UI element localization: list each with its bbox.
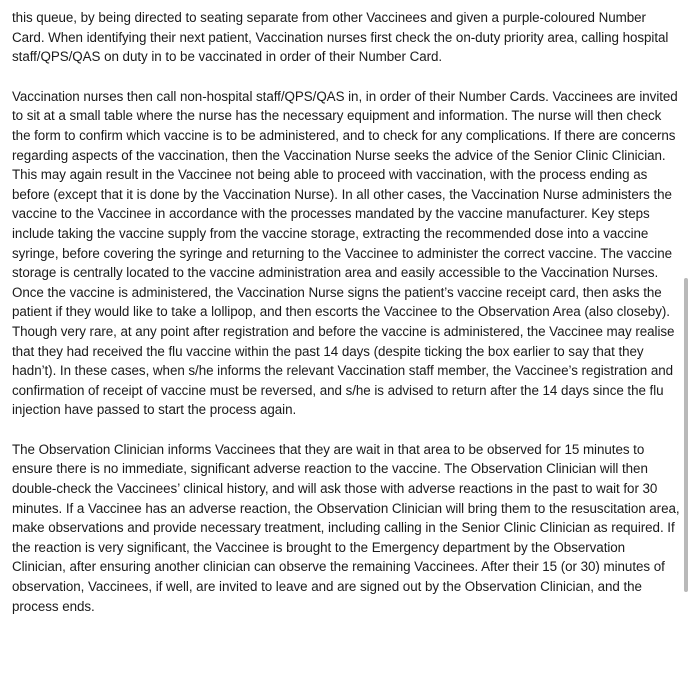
paragraph-observation: The Observation Clinician informs Vaccinees that they are wait in that area to be observed for 15 minutes to ensure there is no immediate, significant adverse reaction to the vaccine. The Observation Clinician will then double-check the Vaccinees’ clinical history, and will ask those with adverse reactions in the past to wait for 30 minutes. If a Vaccinee has an adverse reaction, the Observation Clinician will bring them to the resuscitation area, make observations and provide necessary treatment, including calling in the Senior Clinic Clinician as required. If the reaction is very significant, the Vaccinee is brought to the Emergency department by the Observation Clinician, after ensuring another clinician can observe the remaining Vaccinees. After their 15 (or 30) minutes of observation, Vaccinees, if well, are invited to leave and are signed out by the Observation Clinician, and the process ends. bbox=[12, 441, 680, 614]
document-body bbox=[12, 8, 680, 636]
paragraph-vaccination-nurse: Vaccination nurses then call non-hospital staff/QPS/QAS in, in order of their Number Cards. Vaccinees are invited to sit at a small table where the nurse has the necessary equipment and information. The nurse will then check the form to confirm which vaccine is to be administered, and to check for any complications. If there are concerns regarding aspects of the vaccination, then the Vaccination Nurse seeks the advice of the Senior Clinic Clinician. This may again result in the Vaccinee not being able to proceed with vaccination, with the process ending as before (except that it is done by the Vaccination Nurse). In all other cases, the Vaccination Nurse administers the vaccine to the Vaccinee in accordance with the processes mandated by the vaccine manufacturer. Key steps include taking the vaccine supply from the vaccine storage, extracting the recommended dose into a vaccine syringe, before covering the syringe and returning to the Vaccinee to administer the correct vaccine. The vaccine storage is centrally located to the vaccine administration area and easily accessible to the Vaccination Nurses. Once the vaccine is administered, the Vaccination Nurse signs the patient’s vaccine receipt card, then asks the patient if they would like to take a lollipop, and then escorts the Vaccinee to the Observation Area (also closeby). Though very rare, at any point after registration and before the vaccine is administered, the Vaccinee may realise that they had received the flu vaccine within the past 14 days (despite ticking the box earlier to say that they hadn’t). In these cases, when s/he informs the relevant Vaccination staff member, the Vaccinee’s registration and confirmation of receipt of vaccine must be reversed, and s/he is advised to return after the 14 days since the flu injection have passed to start the process again. bbox=[12, 88, 678, 418]
vertical-scrollbar[interactable] bbox=[684, 278, 688, 592]
paragraph-queue-priority: this queue, by being directed to seating separate from other Vaccinees and given a purple-coloured Number Card. When identifying their next patient, Vaccination nurses first check the on-duty priority area, calling hospital staff/QPS/QAS on duty in to be vaccinated in order of their Number Card. bbox=[12, 10, 669, 65]
